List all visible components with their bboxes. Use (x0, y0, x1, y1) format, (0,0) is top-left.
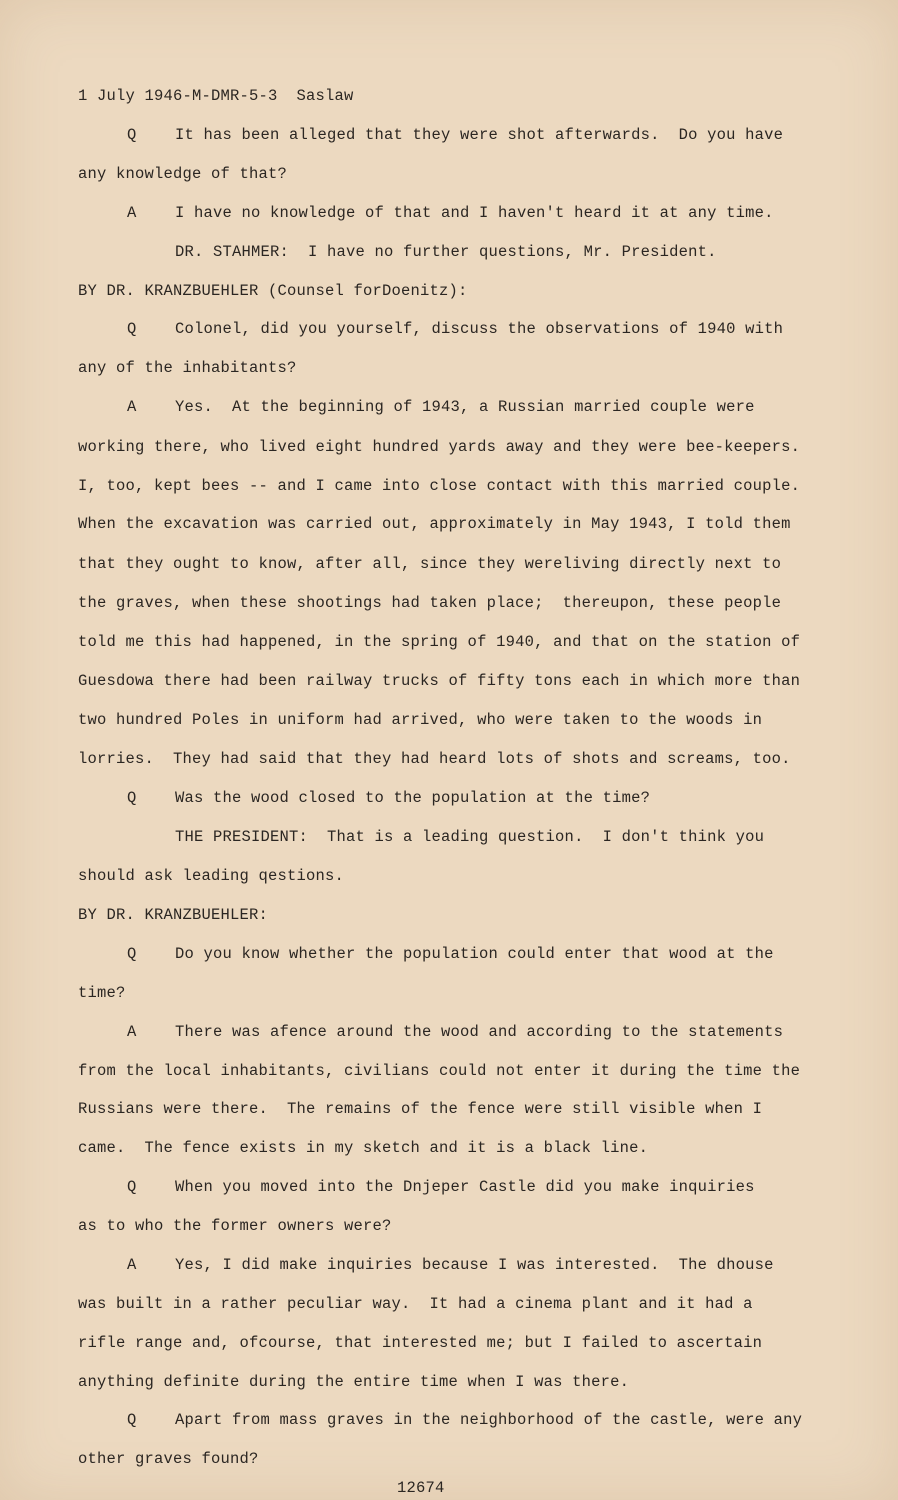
text-line: Was the wood closed to the population at the time? (175, 789, 651, 807)
text-line: the graves, when these shootings had taken place; thereupon, these people (78, 594, 782, 612)
text-line: was built in a rather peculiar way. It had a cinema plant and it had a (78, 1295, 753, 1313)
text-line: lorries. They had said that they had heard lots of shots and screams, too. (78, 750, 791, 768)
text-line: THE PRESIDENT: That is a leading question. I don't think you (175, 828, 765, 846)
question-mark: Q (127, 1178, 137, 1196)
text-line: Russians were there. The remains of the fence were still visible when I (78, 1100, 763, 1118)
text-line: rifle range and, ofcourse, that interested me; but I failed to ascertain (78, 1334, 763, 1352)
text-line: DR. STAHMER: I have no further questions, Mr. President. (175, 243, 717, 261)
answer-mark: A (127, 1023, 137, 1041)
answer-mark: A (127, 1256, 137, 1274)
text-line: from the local inhabitants, civilians could not enter it during the time the (78, 1062, 801, 1080)
text-line: When the excavation was carried out, approximately in May 1943, I told them (78, 515, 791, 533)
text-line: When you moved into the Dnjeper Castle did you make inquiries (175, 1178, 755, 1196)
text-line: any knowledge of that? (78, 165, 288, 183)
text-line: told me this had happened, in the spring of 1940, and that on the station of (78, 633, 801, 651)
text-line: Yes, I did make inquiries because I was interested. The dhouse (175, 1256, 774, 1274)
text-line: Guesdowa there had been railway trucks of fifty tons each in which more than (78, 672, 801, 690)
text-line: two hundred Poles in uniform had arrived, who were taken to the woods in (78, 711, 763, 729)
text-line: any of the inhabitants? (78, 359, 297, 377)
text-line: Apart from mass graves in the neighborhood of the castle, were any (175, 1411, 803, 1429)
text-line: working there, who lived eight hundred yards away and they were bee-keepers. (78, 438, 801, 456)
text-line: I have no knowledge of that and I haven't heard it at any time. (175, 204, 774, 222)
answer-mark: A (127, 204, 137, 222)
answer-mark: A (127, 398, 137, 416)
page-header: 1 July 1946-M-DMR-5-3 Saslaw (78, 87, 354, 105)
question-mark: Q (127, 126, 137, 144)
question-mark: Q (127, 1411, 137, 1429)
text-line: Do you know whether the population could enter that wood at the (175, 945, 774, 963)
text-line: should ask leading qestions. (78, 867, 345, 885)
text-line: Colonel, did you yourself, discuss the observations of 1940 with (175, 320, 784, 338)
text-line: as to who the former owners were? (78, 1217, 392, 1235)
text-line: I, too, kept bees -- and I came into close contact with this married couple. (78, 477, 801, 495)
question-mark: Q (127, 945, 137, 963)
text-line: anything definite during the entire time when I was there. (78, 1373, 630, 1391)
question-mark: Q (127, 320, 137, 338)
question-mark: Q (127, 789, 137, 807)
text-line: came. The fence exists in my sketch and it is a black line. (78, 1139, 649, 1157)
text-line: that they ought to know, after all, since they wereliving directly next to (78, 555, 782, 573)
page-number: 12674 (397, 1479, 445, 1497)
text-line: There was afence around the wood and according to the statements (175, 1023, 784, 1041)
text-line: It has been alleged that they were shot afterwards. Do you have (175, 126, 784, 144)
text-line: Yes. At the beginning of 1943, a Russian married couple were (175, 398, 755, 416)
text-line: time? (78, 984, 126, 1002)
text-line: other graves found? (78, 1450, 259, 1468)
examiner-heading: BY DR. KRANZBUEHLER: (78, 906, 269, 924)
examiner-heading: BY DR. KRANZBUEHLER (Counsel forDoenitz): (78, 282, 468, 300)
